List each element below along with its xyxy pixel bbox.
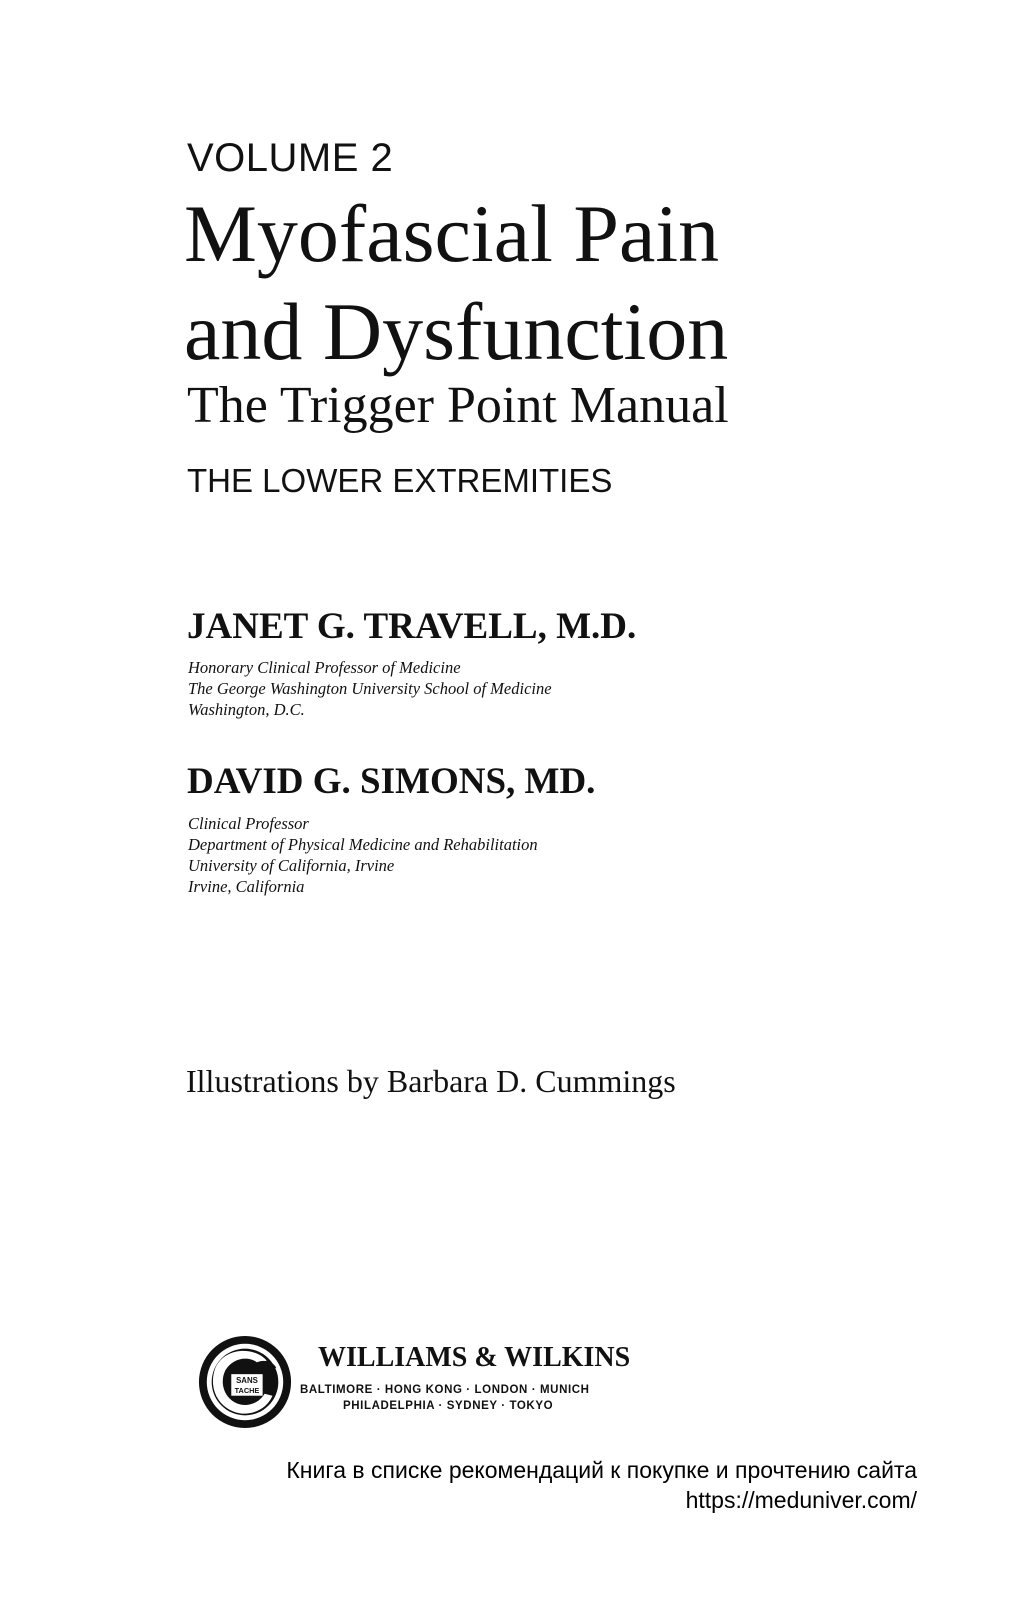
affiliation-line: Department of Physical Medicine and Rehabilitation xyxy=(188,835,538,854)
footer-note: Книга в списке рекомендаций к покупке и прочтению сайта https://meduniver.com/ xyxy=(286,1457,917,1513)
author-2-name: DAVID G. SIMONS, MD. xyxy=(187,761,596,802)
affiliation-line: Clinical Professor xyxy=(188,814,309,833)
illustrations-credit: Illustrations by Barbara D. Cummings xyxy=(186,1063,676,1099)
title-line-2: and Dysfunction xyxy=(184,286,729,377)
publisher-cities-line-2: PHILADELPHIA · SYDNEY · TOKYO xyxy=(343,1400,554,1412)
publisher-name: WILLIAMS & WILKINS xyxy=(318,1342,631,1373)
affiliation-line: Irvine, California xyxy=(188,877,305,896)
affiliation-line: Honorary Clinical Professor of Medicine xyxy=(188,658,461,677)
author-1-name: JANET G. TRAVELL, M.D. xyxy=(187,606,637,647)
author-2-affiliation xyxy=(188,813,538,897)
logo-text-2: TACHE xyxy=(234,1385,260,1395)
affiliation-line: University of California, Irvine xyxy=(188,856,395,875)
volume-label: VOLUME 2 xyxy=(187,136,394,180)
affiliation-line: The George Washington University School of Medicine xyxy=(188,679,552,698)
section-heading: THE LOWER EXTREMITIES xyxy=(187,462,613,499)
publisher-logo-icon xyxy=(196,1333,294,1431)
affiliation-line: Washington, D.C. xyxy=(188,700,305,719)
author-1-affiliation xyxy=(188,657,552,720)
publisher-cities-line-1: BALTIMORE · HONG KONG · LONDON · MUNICH xyxy=(300,1384,590,1396)
subtitle: The Trigger Point Manual xyxy=(187,377,729,434)
logo-text-1: SANS xyxy=(236,1375,258,1385)
title-line-1: Myofascial Pain xyxy=(184,188,720,279)
